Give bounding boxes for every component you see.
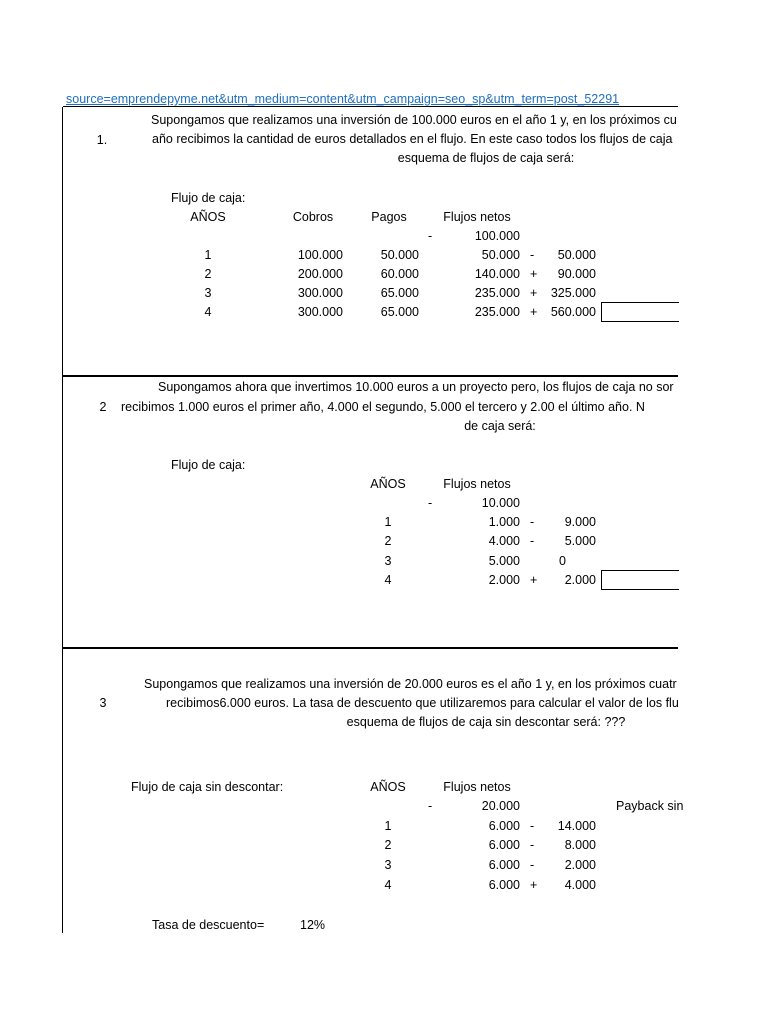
description-line-3: esquema de flujos de caja será: [397, 151, 575, 165]
answer-cell[interactable] [601, 302, 679, 322]
description-line-1: Supongamos que realizamos una inversión de 20.000 euros es el año 1 y, en los próximos cuatr [144, 677, 677, 691]
row-cumulative: 50.000 [557, 248, 596, 262]
row-sign: + [530, 286, 538, 300]
row-cobros: 200.000 [297, 267, 343, 281]
answer-cell[interactable] [601, 570, 679, 590]
row-year: 1 [204, 248, 212, 262]
row-net: 6.000 [488, 819, 520, 833]
row-net: 235.000 [474, 305, 520, 319]
row-net: 6.000 [488, 878, 520, 892]
row-cumulative: 325.000 [550, 286, 596, 300]
section-number: 1. [96, 133, 108, 147]
row-net: 140.000 [474, 267, 520, 281]
payback-label: Payback sin [616, 799, 684, 813]
row-cumulative: 2.000 [564, 573, 596, 587]
row-cumulative: 90.000 [557, 267, 596, 281]
frame-left-border [62, 107, 63, 933]
row-sign: + [530, 305, 538, 319]
header-net-flows: Flujos netos [443, 780, 511, 794]
row-net: 2.000 [488, 573, 520, 587]
row-year: 3 [384, 554, 392, 568]
row-net: 6.000 [488, 858, 520, 872]
row-net: 6.000 [488, 838, 520, 852]
row-cobros: 100.000 [297, 248, 343, 262]
row-year: 4 [384, 878, 392, 892]
row-sign: - [530, 515, 535, 529]
row-cumulative: 560.000 [550, 305, 596, 319]
row-cumulative: 9.000 [564, 515, 596, 529]
row-cumulative: 5.000 [564, 534, 596, 548]
table-title: Flujo de caja: [171, 458, 246, 472]
row-pagos: 65.000 [380, 286, 419, 300]
top-border [63, 106, 678, 107]
description-line-1: Supongamos que realizamos una inversión de 100.000 euros en el año 1 y, en los próximos cu [151, 113, 677, 127]
row-year: 2 [384, 838, 392, 852]
row-sign: - [530, 838, 535, 852]
row-sign: - [530, 534, 535, 548]
section-divider-2 [63, 647, 678, 649]
header-cobros: Cobros [292, 210, 334, 224]
discount-rate-label: Tasa de descuento= [152, 918, 265, 932]
initial-sign: - [428, 496, 433, 510]
row-year: 3 [384, 858, 392, 872]
row-pagos: 65.000 [380, 305, 419, 319]
description-line-2: recibimos 1.000 euros el primer año, 4.000 el segundo, 5.000 el tercero y 2.00 el último año. N [121, 400, 645, 414]
initial-sign: - [428, 229, 433, 243]
source-link[interactable]: source=emprendepyme.net&utm_medium=content&utm_campaign=seo_sp&utm_term=post_52291 [66, 92, 620, 106]
initial-value: 10.000 [481, 496, 520, 510]
section-divider-1 [63, 375, 678, 377]
row-sign: - [530, 248, 535, 262]
row-year: 1 [384, 515, 392, 529]
row-year: 2 [204, 267, 212, 281]
row-cumulative: 0 [559, 554, 566, 568]
description-line-2: año recibimos la cantidad de euros detallados en el flujo. En este caso todos los flujos de caja [152, 132, 673, 146]
header-net-flows: Flujos netos [443, 210, 511, 224]
table-title: Flujo de caja: [171, 191, 246, 205]
row-year: 2 [384, 534, 392, 548]
row-net: 50.000 [481, 248, 520, 262]
row-sign: - [530, 858, 535, 872]
row-net: 5.000 [488, 554, 520, 568]
section-number: 3 [99, 696, 107, 710]
row-pagos: 60.000 [380, 267, 419, 281]
row-cobros: 300.000 [297, 305, 343, 319]
description-line-1: Supongamos ahora que invertimos 10.000 euros a un proyecto pero, los flujos de caja no sor [158, 380, 674, 394]
row-year: 4 [384, 573, 392, 587]
row-cumulative: 2.000 [564, 858, 596, 872]
row-cobros: 300.000 [297, 286, 343, 300]
row-sign: + [530, 267, 538, 281]
description-line-3: de caja será: [464, 419, 536, 433]
initial-value: 100.000 [474, 229, 520, 243]
header-years: AÑOS [370, 780, 406, 794]
row-sign: + [530, 573, 538, 587]
row-net: 1.000 [488, 515, 520, 529]
row-cumulative: 4.000 [564, 878, 596, 892]
description-line-3: esquema de flujos de caja sin descontar será: ??? [346, 715, 626, 729]
header-net-flows: Flujos netos [443, 477, 511, 491]
initial-value: 20.000 [481, 799, 520, 813]
row-sign: + [530, 878, 538, 892]
discount-rate-value: 12% [300, 918, 326, 932]
table-title: Flujo de caja sin descontar: [131, 780, 284, 794]
row-year: 1 [384, 819, 392, 833]
description-line-2: recibimos6.000 euros. La tasa de descuento que utilizaremos para calcular el valor de los flu [166, 696, 679, 710]
row-year: 4 [204, 305, 212, 319]
section-number: 2 [99, 400, 107, 414]
row-cumulative: 14.000 [557, 819, 596, 833]
row-pagos: 50.000 [380, 248, 419, 262]
row-year: 3 [204, 286, 212, 300]
row-sign: - [530, 819, 535, 833]
header-years: AÑOS [370, 477, 406, 491]
row-net: 235.000 [474, 286, 520, 300]
row-cumulative: 8.000 [564, 838, 596, 852]
row-net: 4.000 [488, 534, 520, 548]
header-years: AÑOS [190, 210, 226, 224]
header-pagos: Pagos [371, 210, 407, 224]
initial-sign: - [428, 799, 433, 813]
